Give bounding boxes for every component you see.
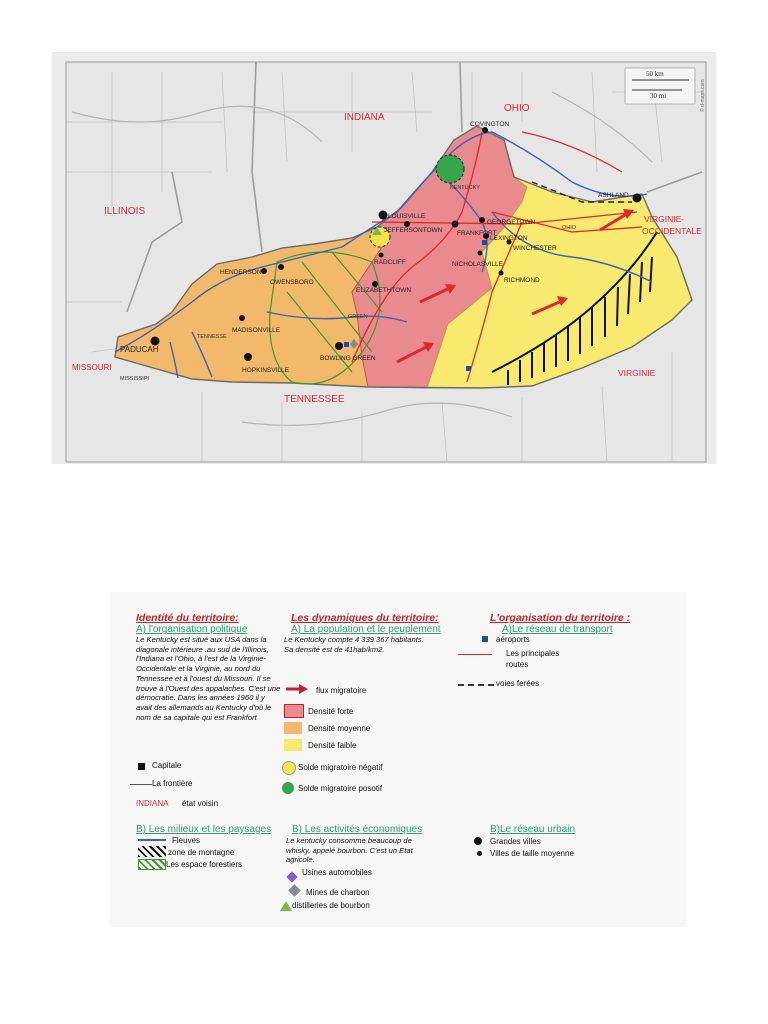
flux-symbol [286,684,308,694]
label-indiana: INDIANA [344,112,385,123]
legend-grandes: Grandes villes [490,837,541,846]
airport-symbol [466,366,471,371]
col2-title: Les dynamiques du territoire: [291,612,439,624]
legend-forets: Les espace forestiers [166,860,243,869]
legend-forte: Densité forte [308,707,354,716]
airport-legend-symbol [482,636,488,642]
label-richmond: RICHMOND [504,277,540,284]
airport-symbol [344,342,349,347]
label-wv-1: VIRGINIE- [644,214,685,224]
capital-symbol [138,763,145,770]
swatch-high-density [284,704,304,718]
label-lexington: LEXINGTON [490,235,528,242]
swatch-low-density [284,739,302,751]
legend-routes-2: routes [506,660,529,669]
positive-migration-area [436,155,464,183]
col2-body: Le Kentucky compte 4 339 367 habitants. Sa densité est de 41hab/km2. [284,635,424,654]
col2-sub-b: B) Les activités économiques [292,824,423,835]
col2-body-b: Le kentucky consomme beaucoup de whisky, appelé bourbon. C'est un Etat agricole. [286,836,413,865]
scale-km: 50 km [646,70,664,78]
legend-flux: flux migratoire [316,686,367,695]
label-river-ohio: OHIO [562,225,577,231]
label-river-tennesse: TENNESSE [197,334,227,340]
legend-etat-label: état voisin [182,799,219,808]
coal-mine-legend-symbol [288,884,301,897]
legend-positif: Solde migratoire posotif [298,784,383,793]
label-ohio: OHIO [504,103,530,114]
legend-routes-1: Les principales [506,649,560,658]
label-ashland: ASHLAND [598,192,629,199]
label-illinois: ILLINOIS [104,206,146,217]
kentucky-map [52,52,716,464]
legend-moyenne: Densité moyenne [308,724,371,733]
col1-sub-b: B) Les milieux et les paysages [136,824,272,835]
car-factory-symbol [286,871,297,882]
col2-sub-a: A) La population et le peuplement [291,624,441,635]
scale-mi: 30 mi [650,92,667,100]
legend-usines: Usines automobiles [302,868,372,877]
airport-symbol [482,240,487,245]
col1-title: Identité du territoire: [136,612,239,624]
col3-sub-b: B)Le réseau urbain [490,824,576,835]
mountain-symbol [138,846,166,857]
border-symbol [130,784,152,785]
legend-mines: Mines de charbon [306,888,370,897]
label-bowling-green: BOWLING GREEN [320,355,376,362]
river-symbol [138,839,166,841]
label-paducah: PADUCAH [120,345,159,354]
legend-fleuves: Fleuves [172,836,201,845]
label-madisonville: MADISONVILLE [232,327,281,334]
label-missouri: MISSOURI [72,363,112,372]
label-wv-2: OCCIDENTALE [642,226,702,236]
legend-montagne: zone de montagne [168,848,235,857]
col1-body: Le Kentucky est situé aux USA dans la diagonale intérieure .au sud de l'Illinois, l'Indiana et l'Ohio, à l'est de la Virginie-Occidentale et la Virginie, au nord du Tennessee et à l'ouest du Missouri. Il se trouve à l'Ouest des appalaches. C'est une démocratie. Dans les années 1960 il y avait des allemands au Kentucky d'où le nom de sa capitale qui est Frankfort [136,635,281,722]
label-nicholasville: NICHOLASVILLE [452,261,503,268]
road-symbol [458,654,492,655]
legend-faible: Densité faible [308,741,357,750]
legend-capitale: Capitale [152,761,182,770]
railway-symbol [458,684,494,686]
big-city-symbol [474,837,482,845]
col1-sub-a: A) l'organisation politique [136,624,248,635]
legend-fer: voies ferées [496,679,540,688]
positive-balance-symbol [282,782,294,794]
forest-symbol [138,859,166,870]
label-henderson: HENDERSON [220,269,262,276]
label-jeffersontown: JEFFERSONTOWN [384,227,443,234]
map-legend [110,592,686,927]
swatch-medium-density [284,722,302,734]
label-louisville: LOUISVILLE [388,213,426,220]
label-river-kentucky: KENTUCKY [450,185,480,191]
label-river-mississipi: MISSISSIPI [120,376,150,382]
medium-city-symbol [477,851,482,856]
label-virginie: VIRGINIE [618,368,656,378]
label-tennessee: TENNESSEE [284,394,345,405]
negative-balance-symbol [282,761,296,775]
label-winchester: WINCHESTER [513,245,557,252]
label-elizabethtown: ELIZABETHTOWN [356,287,412,294]
legend-negatif: Solde migratoire négatif [298,763,383,772]
legend-frontiere: La frontière [152,779,193,788]
legend-etat-tag: INDIANA [136,799,169,808]
label-covington: COVINGTON [470,121,510,128]
label-georgetown: GEORGETOWN [487,219,536,226]
map-svg [52,52,716,464]
distillery-legend-symbol [280,901,292,911]
label-owensboro: OWENSBORO [270,279,314,286]
label-frankfort: FRANKFORT [457,230,497,237]
col3-title: L'organisation du territoire : [490,612,631,624]
label-radcliff: RADCLIFF [374,259,406,266]
legend-aeroports: aéroports [496,635,530,644]
label-river-green: GREEN [348,314,368,320]
map-credit: © d-maps.com [700,79,706,112]
legend-distilleries: distilleries de bourbon [292,901,370,910]
label-hopkinsville: HOPKINSVILLE [242,367,289,374]
legend-moyennes: Villes de taille moyenne [490,849,574,858]
col3-sub-a: A)Le réseau de transport [502,624,613,635]
